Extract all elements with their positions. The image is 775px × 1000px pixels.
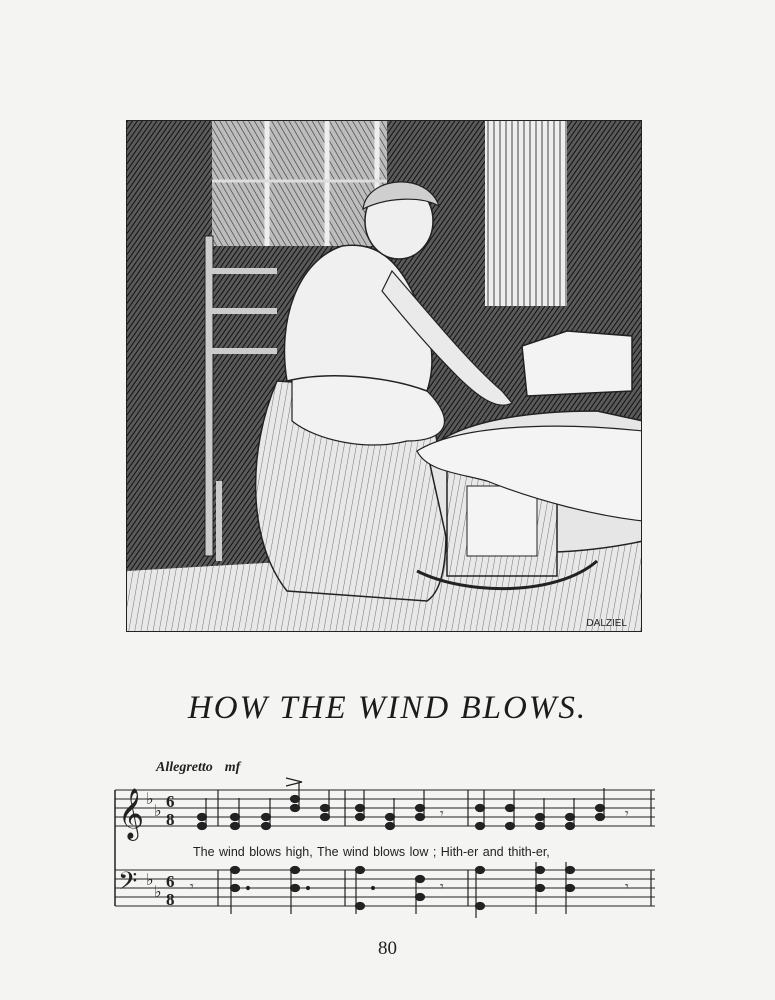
- flat-icon: ♭: [146, 870, 154, 889]
- song-title: HOW THE WIND BLOWS.: [187, 690, 588, 726]
- rest-icon: 𝄾: [440, 806, 444, 822]
- rest-icon: 𝄾: [440, 879, 444, 895]
- time-sig-top: 6: [166, 872, 175, 891]
- rest-icon: 𝄾: [625, 806, 629, 822]
- time-sig-bottom: 8: [166, 890, 175, 909]
- treble-clef-icon: 𝄞: [118, 788, 145, 839]
- flat-icon: ♭: [146, 789, 154, 808]
- dynamic-marking: mf: [224, 760, 241, 775]
- flat-icon: ♭: [154, 801, 162, 820]
- page-number: 80: [378, 938, 397, 959]
- treble-notes: [198, 782, 605, 830]
- accent-mark: [286, 778, 302, 786]
- flat-icon: ♭: [154, 882, 162, 901]
- engraving-illustration: [126, 120, 642, 632]
- time-sig-top: 6: [166, 792, 175, 811]
- engraving-drawing: [127, 121, 642, 632]
- time-sig-bottom: 8: [166, 810, 175, 829]
- rest-icon: 𝄾: [625, 879, 629, 895]
- song-lyrics: The wind blows high, The wind blows low ; Hith-er and thith-er,: [193, 845, 550, 859]
- tempo-text: Allegretto: [156, 760, 213, 775]
- engraver-signature: DALZIEL: [586, 618, 627, 629]
- bass-clef-icon: 𝄢: [118, 867, 138, 902]
- rest-icon: 𝄾: [190, 879, 194, 895]
